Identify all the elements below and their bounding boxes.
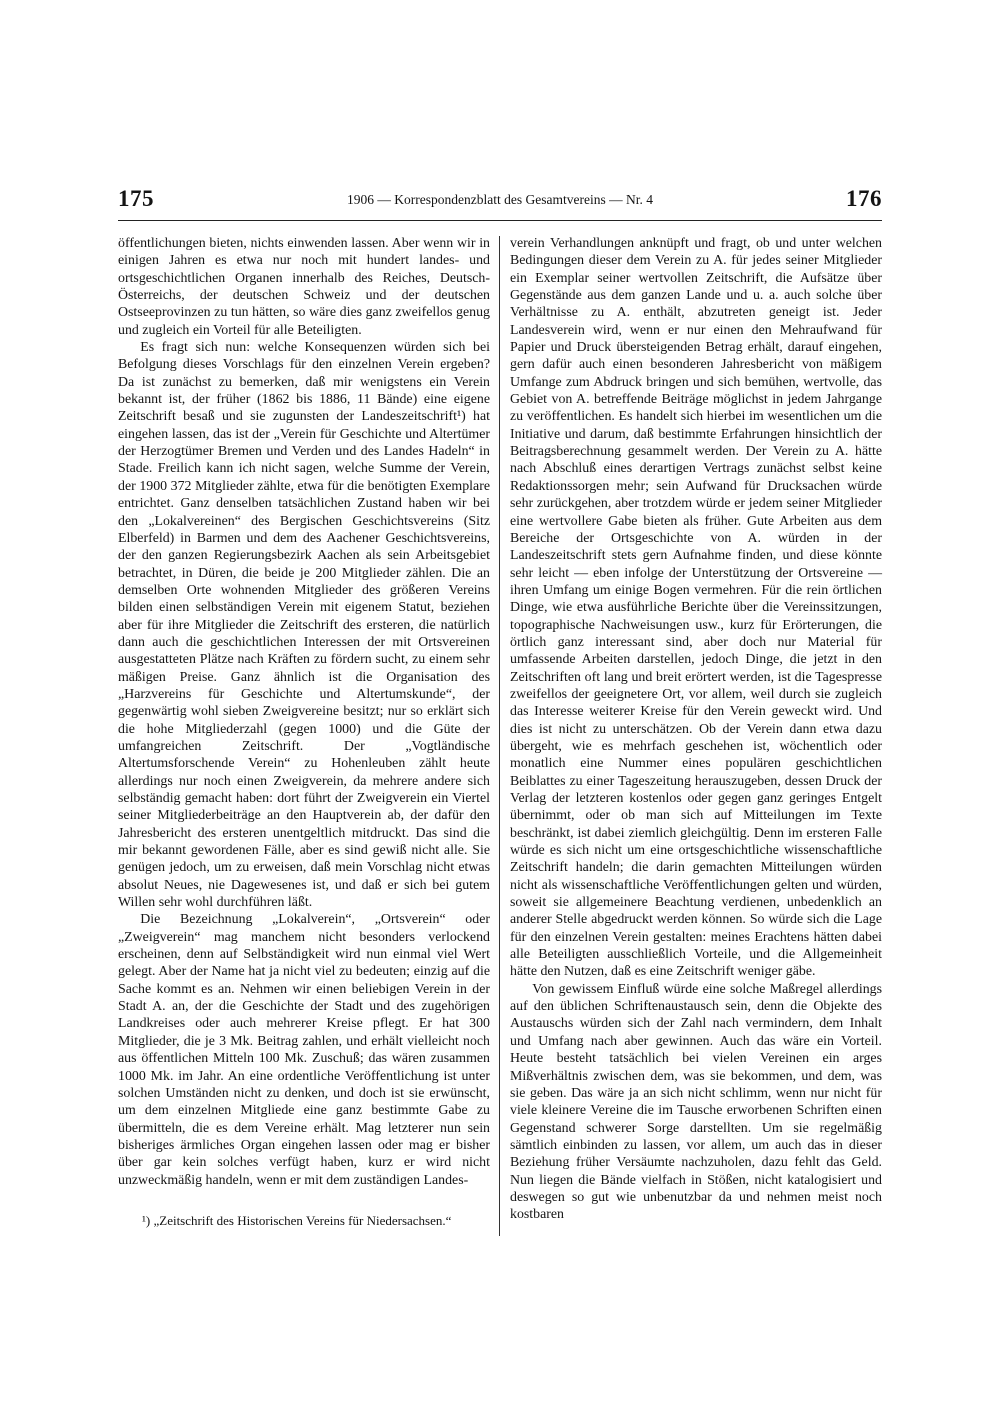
paragraph: verein Verhandlungen anknüpft und fragt, ob und unter welchen Bedingungen dieser dem Verein zu A. für jedes seiner Mitglieder ein Exemplar seiner wertvollen Zeitschrift, die Aufsätze über Gegenstände aus dem ganzen Lande und u. a. auch solche über Verhältnisse zu A. enthält, abzutreten geneigt ist. Jeder Landesverein wird, wenn er nur einen den Mehraufwand für Papier und Druck übersteigenden Betrag erhält, darauf eingehen, gern dafür auch einen besonderen Jahresbericht von mäßigem Umfange zum Abdruck bringen und sich bemühen, wertvolle, das Gebiet von A. betreffende Beiträge möglichst in jedem Jahrgange zu veröffentlichen. Es handelt sich hierbei im wesentlichen um die Initiative und darum, daß bestimmte Erfahrungen hinsichtlich der Beitragsberechnung gesammelt werden. Der Verein zu A. hätte nach Abschluß eines derartigen Vertrags zunächst selbst keine Redaktionssorgen mehr; sein Aufwand für Drucksachen würde sehr zurückgehen, aber trotzdem würde er jedem seiner Mitglieder eine wertvollere Gabe bieten als früher. Gute Arbeiten aus dem Bereiche der Ortsgeschichte von A. würden in der Landeszeitschrift stets gern Aufnahme finden, und diese könnte sehr leicht — eben infolge der Unterstützung der Ortsvereine — ihren Umfang um einige Bogen vermehren. Für die rein örtlichen Dinge, wie etwa ausführliche Berichte über die Vereinssitzungen, topographische Nachweisungen usw., kurz für Erörterungen, die örtlich ganz interessant sind, aber doch nur Material für umfassende Arbeiten darstellen, jedoch Dinge, die jetzt in den Zeitschriften oft lang und breit erörtert werden, ist die Tagespresse zweifellos der geeignetere Ort, vor allem, weil durch sie zugleich das Interesse weiterer Kreise für den Verein geweckt wird. Und dies ist nicht zu unterschätzen. Ob der Verein dann etwa dazu übergeht, wie es mehrfach geschehen ist, wöchentlich oder monatlich eine Nummer eines populären geschichtlichen Beiblattes zu einer Tageszeitung herauszugeben, dessen Druck der Verlag der letzteren kostenlos oder gegen ganz geringes Entgelt übernimmt, oder ob man sich auf Mitteilungen im Texte beschränkt, ist dabei ziemlich gleichgültig. Denn im ersteren Falle würde es sich nicht um eine ortsgeschichtliche wissenschaftliche Zeitschrift handeln; die darin gemachten Mitteilungen würden nicht als wissenschaftliche Veröffentlichungen gelten und würden, soweit sie allgemeinere Beachtung verdienen, unbedenklich an anderer Stelle abgedruckt werden können. So würde sich die Lage für den einzelnen Verein gestalten: meines Erachtens hätten dabei alle Beteiligten ausschließlich Vorteile, und die Allgemeinheit hätte den Nutzen, daß es eine Zeitschrift weniger gäbe. (510, 236, 882, 980)
paragraph: Es fragt sich nun: welche Konsequenzen würden sich bei Befolgung dieses Vorschlags für den einzelnen Verein ergeben? Da ist zunächst zu bemerken, daß mir wenigstens ein Verein bekannt ist, der früher (1862 bis 1886, 11 Bände) eine eigene Zeitschrift besaß und sie zugunsten der Landeszeitschrift¹) hat eingehen lassen, das ist der „Verein für Geschichte und Altertümer der Herzogtümer Bremen und Verden und des Landes Hadeln“ in Stade. Freilich kann ich nicht sagen, welche Summe der Verein, der 1900 372 Mitglieder zählte, etwa für die benötigten Exemplare entrichtet. Ganz denselben tatsächlichen Zustand haben wir bei den „Lokalvereinen“ des Bergischen Geschichtsvereins (Sitz Elberfeld) in Barmen und dem des Aachener Geschichtsvereins, der den ganzen Regierungsbezirk Aachen als sein Arbeitsgebiet betrachtet, in Düren, die beide je 200 Mitglieder zählen. Die an demselben Orte wohnenden Mitglieder des größeren Vereins bilden einen selbständigen Verein mit eigenem Statut, beziehen aber für ihre Mitglieder die Zeitschrift des ersteren, die natürlich dann auch die geschichtlichen Interessen der mit Ortsvereinen ausgestatteten Plätze nach Kräften zu fördern sucht, zu einem sehr mäßigen Preise. Ganz ähnlich ist die Organisation des „Harzvereins für Geschichte und Altertumskunde“, der gegenwärtig wohl sieben Zweigvereine besitzt; nur so erklärt sich die hohe Mitgliederzahl (gegen 1000) und die Güte der umfangreichen Zeitschrift. Der „Vogtländische Altertumsforschende Verein“ zu Hohenleuben zählt heute allerdings nur noch einen Zweigverein, da mehrere andere sich selbständig gemacht haben: dort führt der Zweigverein ein Viertel seiner Mitgliederbeiträge an den Hauptverein ab, der dafür den Jahresbericht des ersteren unentgeltlich mitdruckt. Das sind die mir bekannt gewordenen Fälle, aber es sind gewiß nicht alle. Sie genügen jedoch, um zu erweisen, daß mein Vorschlag nicht etwas absolut Neues, nie Dagewesenes ist, und daß er sich bei gutem Willen sehr wohl durchführen läßt. (118, 340, 490, 911)
column-divider (499, 236, 500, 1236)
left-column (118, 235, 490, 1189)
page-header (118, 186, 882, 221)
footnote: ¹) „Zeitschrift des Historischen Vereins für Niedersachsen.“ (142, 1213, 452, 1228)
right-column (510, 235, 882, 1224)
page-number-left: 175 (118, 186, 154, 211)
paragraph: öffentlichungen bieten, nichts einwenden lassen. Aber wenn wir in einigen Jahren es etwa nur noch mit hundert landes- und ortsgeschichtlichen Organen innerhalb des Reiches, Deutsch-Österreichs, der deutschen Schweiz und der deutschen Ostseeprovinzen zu tun hätten, so wäre dies ganz zweifellos genug und zugleich ein Vorteil für alle Beteiligten. (118, 236, 490, 338)
paragraph: Die Bezeichnung „Lokalverein“, „Ortsverein“ oder „Zweigverein“ mag manchem nicht besonders verlockend erscheinen, denn auf Selbständigkeit wird nun einmal viel Wert gelegt. Aber der Name hat ja nicht viel zu bedeuten; einzig auf die Sache kommt es an. Nehmen wir einen beliebigen Verein in der Stadt A. an, der die Geschichte der Stadt und des zugehörigen Landkreises oder auch mehrerer Kreise pflegt. Er hat 300 Mitglieder, die je 3 Mk. Beitrag zahlen, und erhält vielleicht noch aus öffentlichen Mitteln 100 Mk. Zuschuß; das wären zusammen 1000 Mk. im Jahr. An eine ordentliche Veröffentlichung ist unter solchen Umständen nicht zu denken, und doch ist sie erwünscht, um dem einzelnen Mitgliede eine ganz bestimmte Gabe zu übermitteln, die es dem Vereine erhält. Mag letzterer nun sein bisheriges ärmliches Organ eingehen lassen oder mag er bisher über gar kein solches verfügt haben, kurz er wird nicht unzweckmäßig handeln, wenn er mit dem zuständigen Landes- (118, 912, 490, 1188)
paragraph: Von gewissem Einfluß würde eine solche Maßregel allerdings auf den üblichen Schriftenaustausch sein, denn die Objekte des Austauschs würden sich der Zahl nach vermindern, dem Inhalt und Umfang nach aber gewinnen. Auch das wäre ein Vorteil. Heute besteht tatsächlich bei vielen Vereinen ein arges Mißverhältnis zwischen dem, was sie bekommen, und dem, was sie geben. Das wäre ja an sich nicht schlimm, wenn nur nicht für viele kleinere Vereine die im Tausche erworbenen Schriften einen Gegenstand schwerer Sorge darstellten. Um sie regelmäßig sämtlich einbinden zu lassen, vor allem, um auch das in dieser Beziehung früher Versäumte nachzuholen, dazu fehlt das Geld. Nun liegen die Bände vielfach in Stößen, nicht katalogisiert und deswegen so gut wie unbenutzbar da und nehmen meist noch kostbaren (510, 981, 882, 1223)
page-number-right: 176 (846, 186, 882, 211)
running-title: 1906 — Korrespondenzblatt des Gesamtvereins — Nr. 4 (347, 192, 653, 207)
